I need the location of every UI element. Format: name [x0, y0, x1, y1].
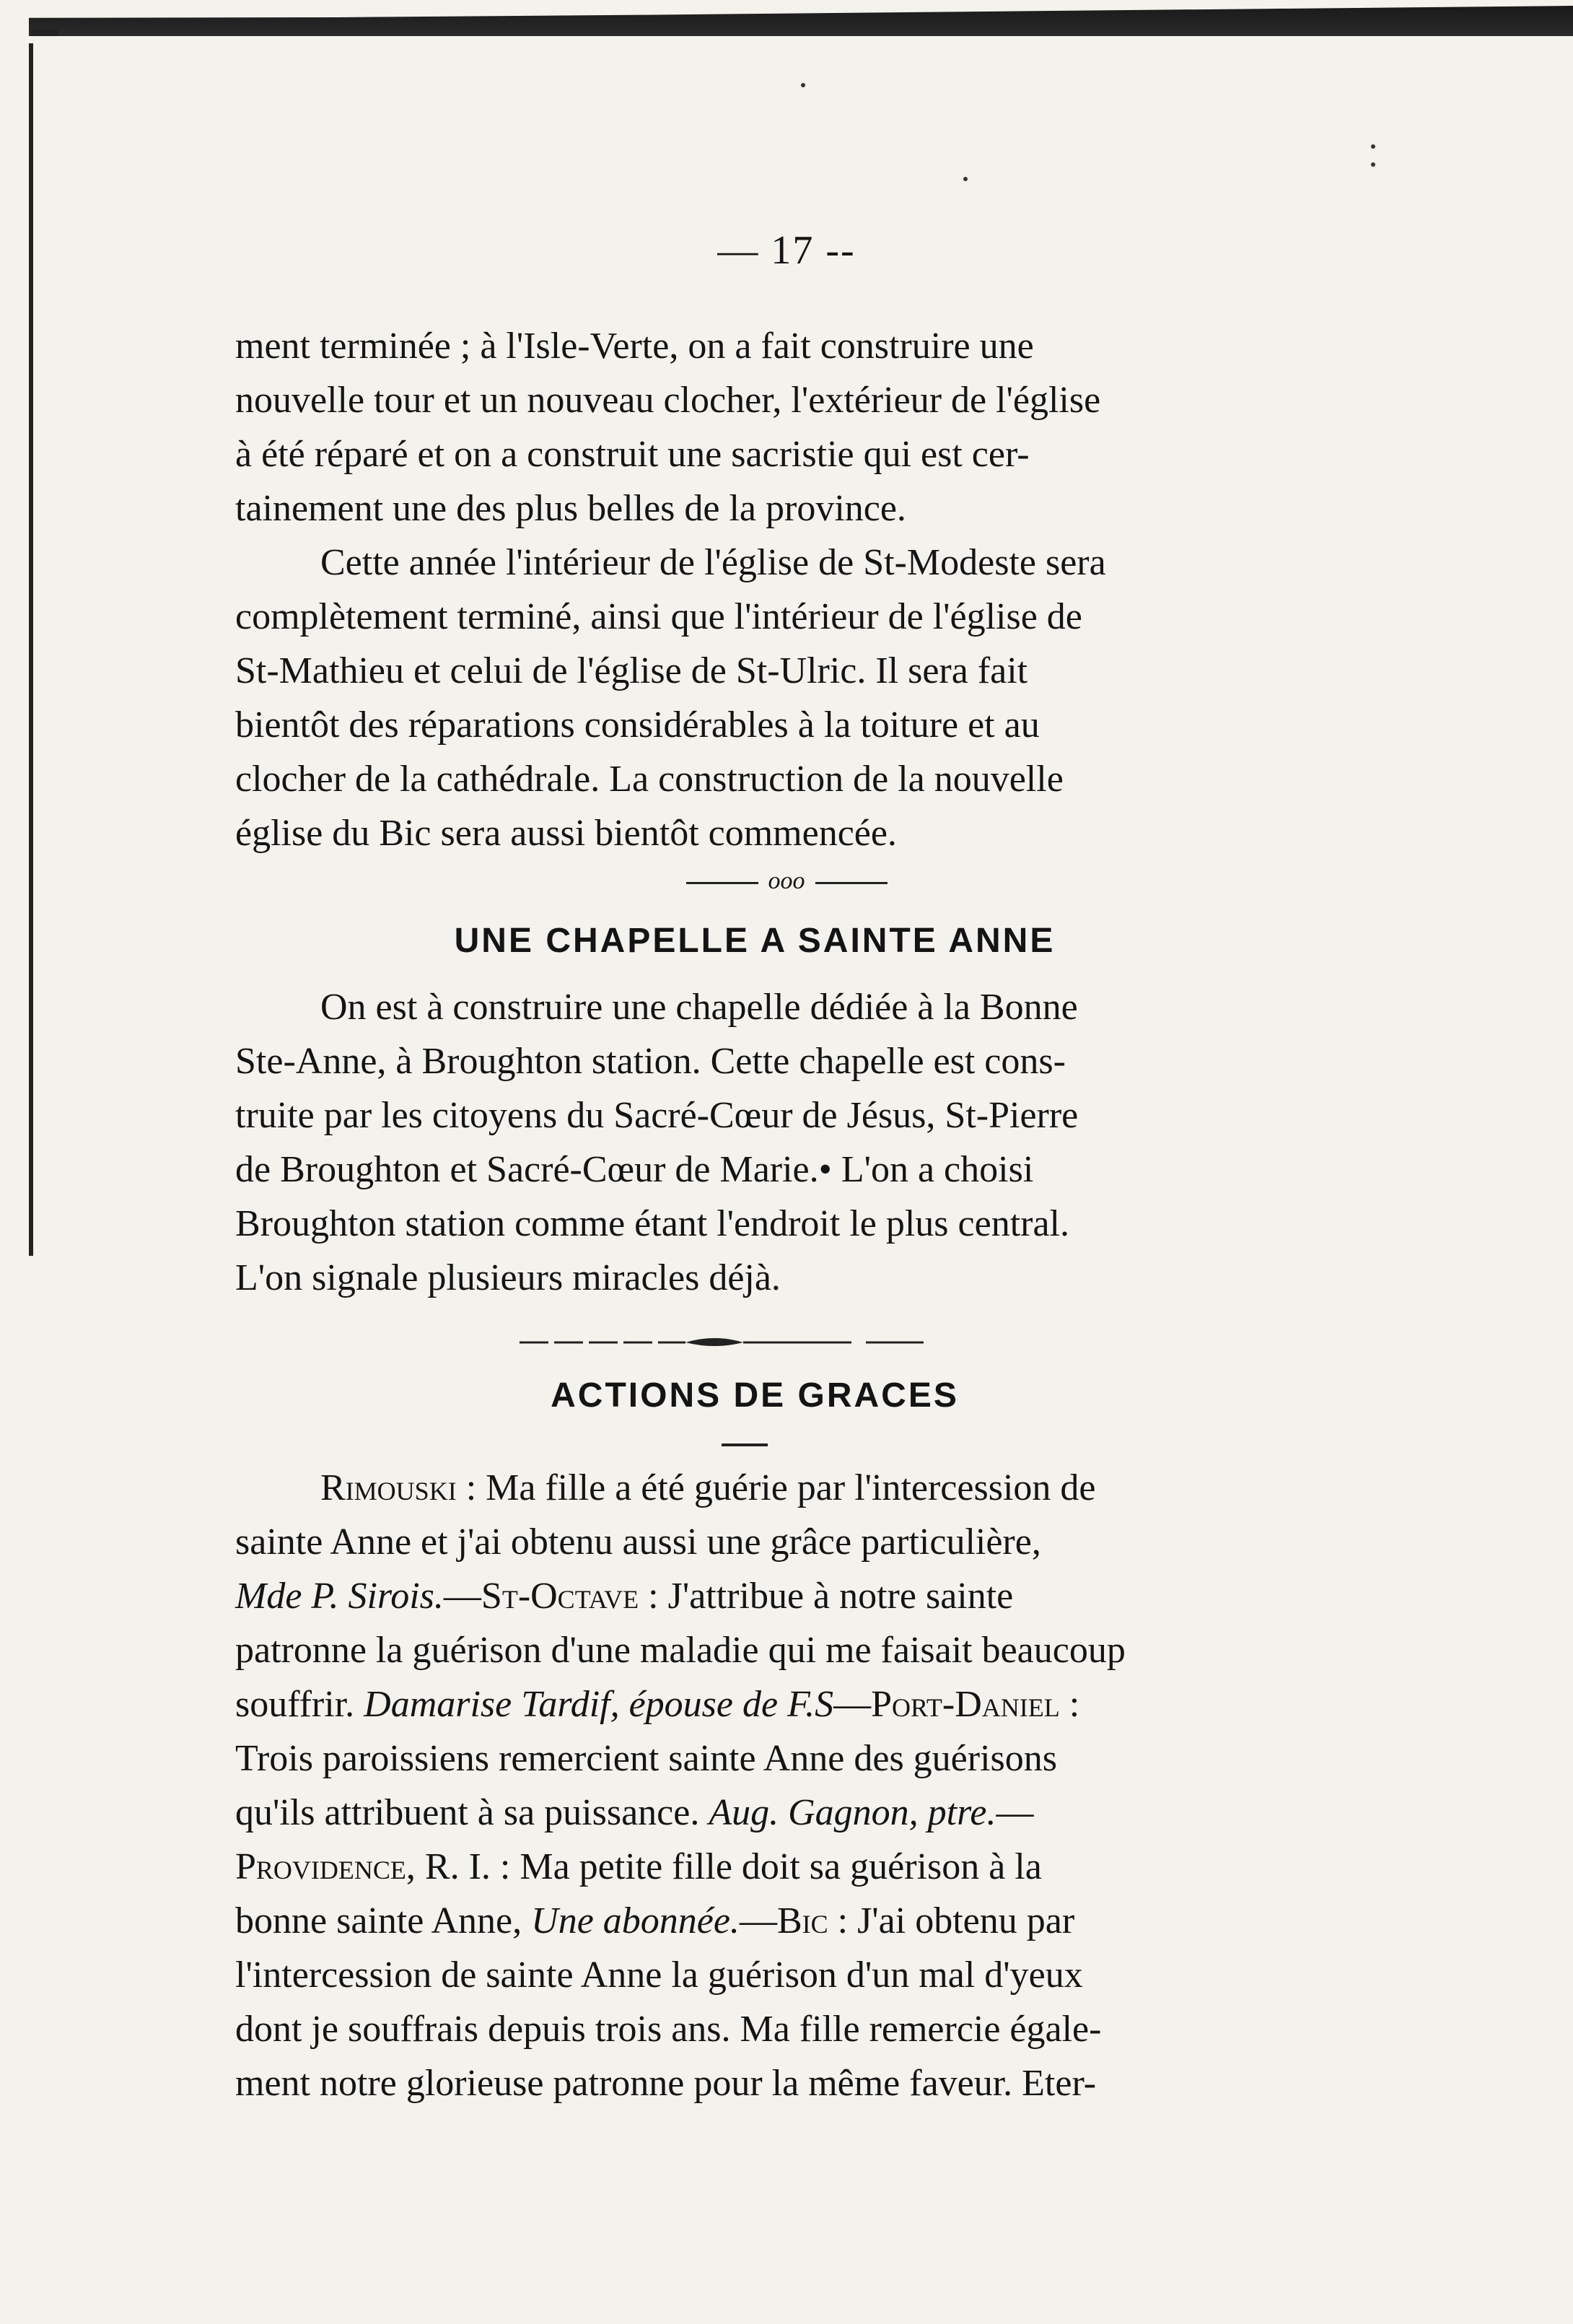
paragraph-church-works: [235, 319, 1274, 536]
text-line: clocher de la cathédrale. La construction de la nouvelle: [235, 759, 1064, 800]
text-line: tainement une des plus belles de la province.: [235, 488, 906, 529]
text-line: St-Mathieu et celui de l'église de St-Ulric. Il sera fait: [235, 650, 1028, 691]
ornament-divider: [520, 1334, 924, 1351]
text-line: [235, 1569, 1274, 1623]
paragraph-chapelle: [235, 980, 1274, 1305]
text-line: L'on signale plusieurs miracles déjà.: [235, 1257, 781, 1298]
text-run: souffrir.: [235, 1684, 364, 1725]
text-line: ment notre glorieuse patronne pour la même faveur. Eter-: [235, 2063, 1097, 2104]
text-line: l'intercession de sainte Anne la guérison d'un mal d'yeux: [235, 1954, 1083, 1996]
text-line: [235, 1786, 1274, 1840]
separator-line: [686, 882, 758, 884]
text-run: : Ma fille a été guérie par l'intercession de: [456, 1467, 1096, 1508]
text-run: bonne sainte Anne,: [235, 1900, 532, 1941]
text-line: dont je souffrais depuis trois ans. Ma fille remercie égale-: [235, 2009, 1102, 2050]
paragraph-repairs: [235, 536, 1274, 860]
text-line: Broughton station comme étant l'endroit le plus central.: [235, 1203, 1069, 1244]
text-line: On est à construire une chapelle dédiée à la Bonne: [320, 987, 1078, 1028]
text-line: sainte Anne et j'ai obtenu aussi une grâce particulière,: [235, 1521, 1041, 1563]
paragraph-actions-de-graces: [235, 1461, 1274, 2110]
text-line: patronne la guérison d'une maladie qui me faisait beaucoup: [235, 1630, 1126, 1671]
signature-name: Damarise Tardif, épouse de F.S: [364, 1684, 834, 1725]
text-line: [235, 1840, 1274, 1894]
em-dash: —: [833, 1684, 872, 1725]
text-line: bientôt des réparations considérables à la toiture et au: [235, 704, 1040, 746]
em-dash: —: [443, 1576, 481, 1617]
text-run: : J'attribue à notre sainte: [639, 1576, 1014, 1617]
em-dash: —: [996, 1792, 1034, 1833]
section-heading-actions-de-graces: ACTIONS DE GRACES: [551, 1376, 959, 1415]
text-run: :: [1059, 1684, 1080, 1725]
text-line: à été réparé et on a construit une sacristie qui est cer-: [235, 434, 1030, 475]
heading-underline: [722, 1443, 768, 1446]
separator-text: ooo: [768, 868, 805, 894]
section-separator: [0, 868, 1573, 895]
place-name: St-Octave: [481, 1576, 639, 1617]
separator-line: [815, 882, 888, 884]
section-heading-chapelle: UNE CHAPELLE A SAINTE ANNE: [454, 922, 1056, 960]
text-run: : J'ai obtenu par: [828, 1900, 1075, 1941]
text-line: nouvelle tour et un nouveau clocher, l'extérieur de l'église: [235, 380, 1101, 421]
text-line: [235, 1894, 1274, 1948]
page-number: — 17 --: [717, 228, 856, 273]
text-line: truite par les citoyens du Sacré-Cœur de Jésus, St-Pierre: [235, 1095, 1079, 1136]
top-border-rule: [29, 6, 1573, 36]
place-name: Rimouski: [320, 1467, 457, 1508]
text-line: église du Bic sera aussi bientôt commencée.: [235, 813, 897, 854]
text-line: Ste-Anne, à Broughton station. Cette chapelle est cons-: [235, 1041, 1066, 1082]
text-line: [235, 1461, 1274, 1515]
dust-speck: [1371, 144, 1375, 149]
place-name: Port-Daniel: [871, 1684, 1060, 1725]
dust-speck: [963, 177, 968, 181]
text-line: ment terminée ; à l'Isle-Verte, on a fait construire une: [235, 326, 1034, 367]
text-run: qu'ils attribuent à sa puissance.: [235, 1792, 709, 1833]
left-border-rule: [29, 43, 33, 1256]
signature-name: Mde P. Sirois.: [235, 1576, 444, 1617]
dust-speck: [1371, 162, 1375, 167]
signature-name: Aug. Gagnon, ptre.: [709, 1792, 996, 1833]
text-line: [235, 1677, 1274, 1731]
left-corner-mark: [32, 29, 58, 36]
place-name: Providence: [235, 1846, 406, 1887]
dust-speck: [801, 83, 805, 87]
em-dash: —: [739, 1900, 777, 1941]
text-line: complètement terminé, ainsi que l'intérieur de l'église de: [235, 596, 1082, 637]
place-name: Bic: [776, 1900, 828, 1941]
text-run: , R. I. : Ma petite fille doit sa guérison à la: [406, 1846, 1042, 1887]
signature-name: Une abonnée.: [531, 1900, 740, 1941]
text-line: de Broughton et Sacré-Cœur de Marie.• L'on a choisi: [235, 1149, 1034, 1190]
text-line: Cette année l'intérieur de l'église de St-Modeste sera: [320, 542, 1106, 583]
text-line: Trois paroissiens remercient sainte Anne des guérisons: [235, 1738, 1057, 1779]
